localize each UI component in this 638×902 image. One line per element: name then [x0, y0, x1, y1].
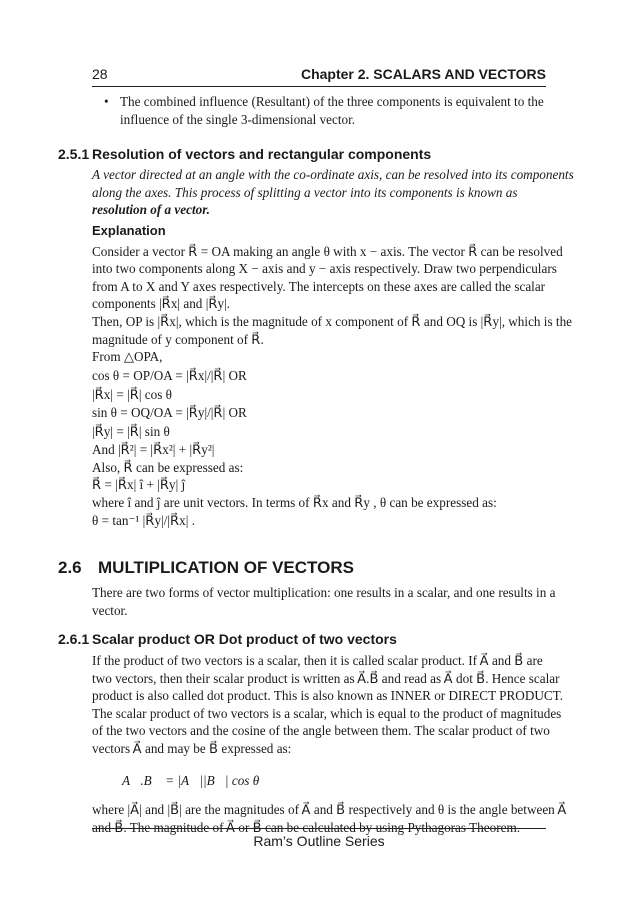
paragraph-line: If the product of two vectors is a scalar, then it is called scalar product. If A⃗ and B⃗ are	[92, 653, 543, 668]
explanation-line: magnitude of y component of R⃗.	[92, 331, 264, 347]
section-title: Scalar product OR Dot product of two vectors	[92, 631, 397, 647]
equations-block	[92, 366, 548, 532]
page-number: 28	[92, 66, 108, 82]
paragraph-line: two vectors, then their scalar product is written as A⃗.B⃗ and read as A⃗ dot B⃗. Hence scalar	[92, 670, 560, 686]
equation-line: And |R⃗²| = |R⃗x²| + |R⃗y²|	[92, 441, 215, 457]
paragraph-line: vector.	[92, 602, 128, 618]
section-2-6-paragraph	[92, 584, 556, 619]
section-number: 2.5.1	[58, 146, 90, 162]
explanation-heading: Explanation	[92, 223, 166, 238]
equation-line: |R⃗x| = |R⃗| cos θ	[92, 386, 173, 402]
definition-paragraph	[92, 166, 574, 219]
paragraph-line: There are two forms of vector multiplication: one results in a scalar, and one results in a	[92, 585, 556, 600]
paragraph-line: of the two vectors and the cosine of the angle between them. The scalar product of two	[92, 723, 550, 739]
explanation-line: Consider a vector R⃗ = OA making an angle θ with x − axis. The vector R⃗ can be resolved	[92, 243, 563, 259]
section-heading-2-6-1	[58, 631, 397, 647]
paragraph-line: and B⃗. The magnitude of A⃗ or B⃗ can be calculated by using Pythagoras Theorem.	[92, 819, 521, 835]
chapter-title: Chapter 2. SCALARS AND VECTORS	[300, 66, 546, 82]
bullet-list	[92, 93, 548, 128]
explanation-block	[92, 222, 573, 531]
section-number: 2.6.1	[58, 631, 90, 647]
display-equation: A⃗.B⃗ = |A⃗||B⃗| cos θ	[122, 772, 260, 788]
explanation-line: from A to X and Y axes respectively. The intercepts on these axes are called the scalar	[92, 278, 546, 294]
definition-term: resolution of a vector.	[92, 202, 210, 218]
section-number: 2.6	[58, 558, 82, 577]
explanation-line: into two components along X − axis and y − axis respectively. Draw two perpendiculars	[92, 261, 557, 277]
equation-line: R⃗ = |R⃗x| î + |R⃗y| ĵ	[92, 477, 186, 493]
definition-line	[92, 184, 548, 219]
section-title: MULTIPLICATION OF VECTORS	[98, 558, 354, 577]
explanation-paragraph	[92, 243, 573, 366]
paragraph-line: where |A⃗| and |B⃗| are the magnitudes of A⃗ and B⃗ respectively and θ is the angle between A⃗	[92, 802, 567, 818]
equation-line: |R⃗y| = |R⃗| sin θ	[92, 424, 170, 440]
equation-line: cos θ = OP/OA = |R⃗x|/|R⃗| OR	[92, 367, 247, 383]
equation-line: where î and ĵ are unit vectors. In terms of R⃗x and R⃗y , θ can be expressed as:	[92, 494, 497, 510]
paragraph-line: vectors A⃗ and may be B⃗ expressed as:	[92, 740, 292, 756]
paragraph-line: The scalar product of two vectors is a scalar, which is equal to the product of magnitudes	[92, 705, 562, 721]
paragraph-line: product is also called dot product. This is also known as INNER or DIRECT PRODUCT.	[92, 688, 564, 704]
equation-line: sin θ = OQ/OA = |R⃗y|/|R⃗| OR	[92, 405, 247, 421]
footer-series: Ram’s Outline Series	[253, 833, 385, 849]
section-heading-2-5-1	[58, 146, 432, 162]
equation-line: θ = tan⁻¹ |R⃗y|/|R⃗x| .	[92, 513, 196, 529]
definition-line: A vector directed at an angle with the co-ordinate axis, can be resolved into its components	[92, 167, 574, 182]
page-header	[92, 64, 546, 87]
section-2-6-1-paragraph	[92, 652, 567, 836]
equation-line: Also, R⃗ can be expressed as:	[92, 459, 244, 475]
bullet-item: • The combined influence (Resultant) of the three components is equivalent to the influence of the single 3-dimensional vector.	[92, 93, 548, 128]
definition-text: along the axes. This process of splitting a vector into its components is known as	[92, 184, 518, 200]
footer-rule	[92, 828, 546, 829]
explanation-line: From △OPA,	[92, 349, 163, 365]
explanation-line: components |R⃗x| and |R⃗y|.	[92, 296, 231, 312]
explanation-line: Then, OP is |R⃗x|, which is the magnitude of x component of R⃗ and OQ is |R⃗y|, which is the	[92, 313, 573, 329]
section-heading-2-6	[58, 558, 354, 578]
section-title: Resolution of vectors and rectangular components	[92, 146, 432, 162]
